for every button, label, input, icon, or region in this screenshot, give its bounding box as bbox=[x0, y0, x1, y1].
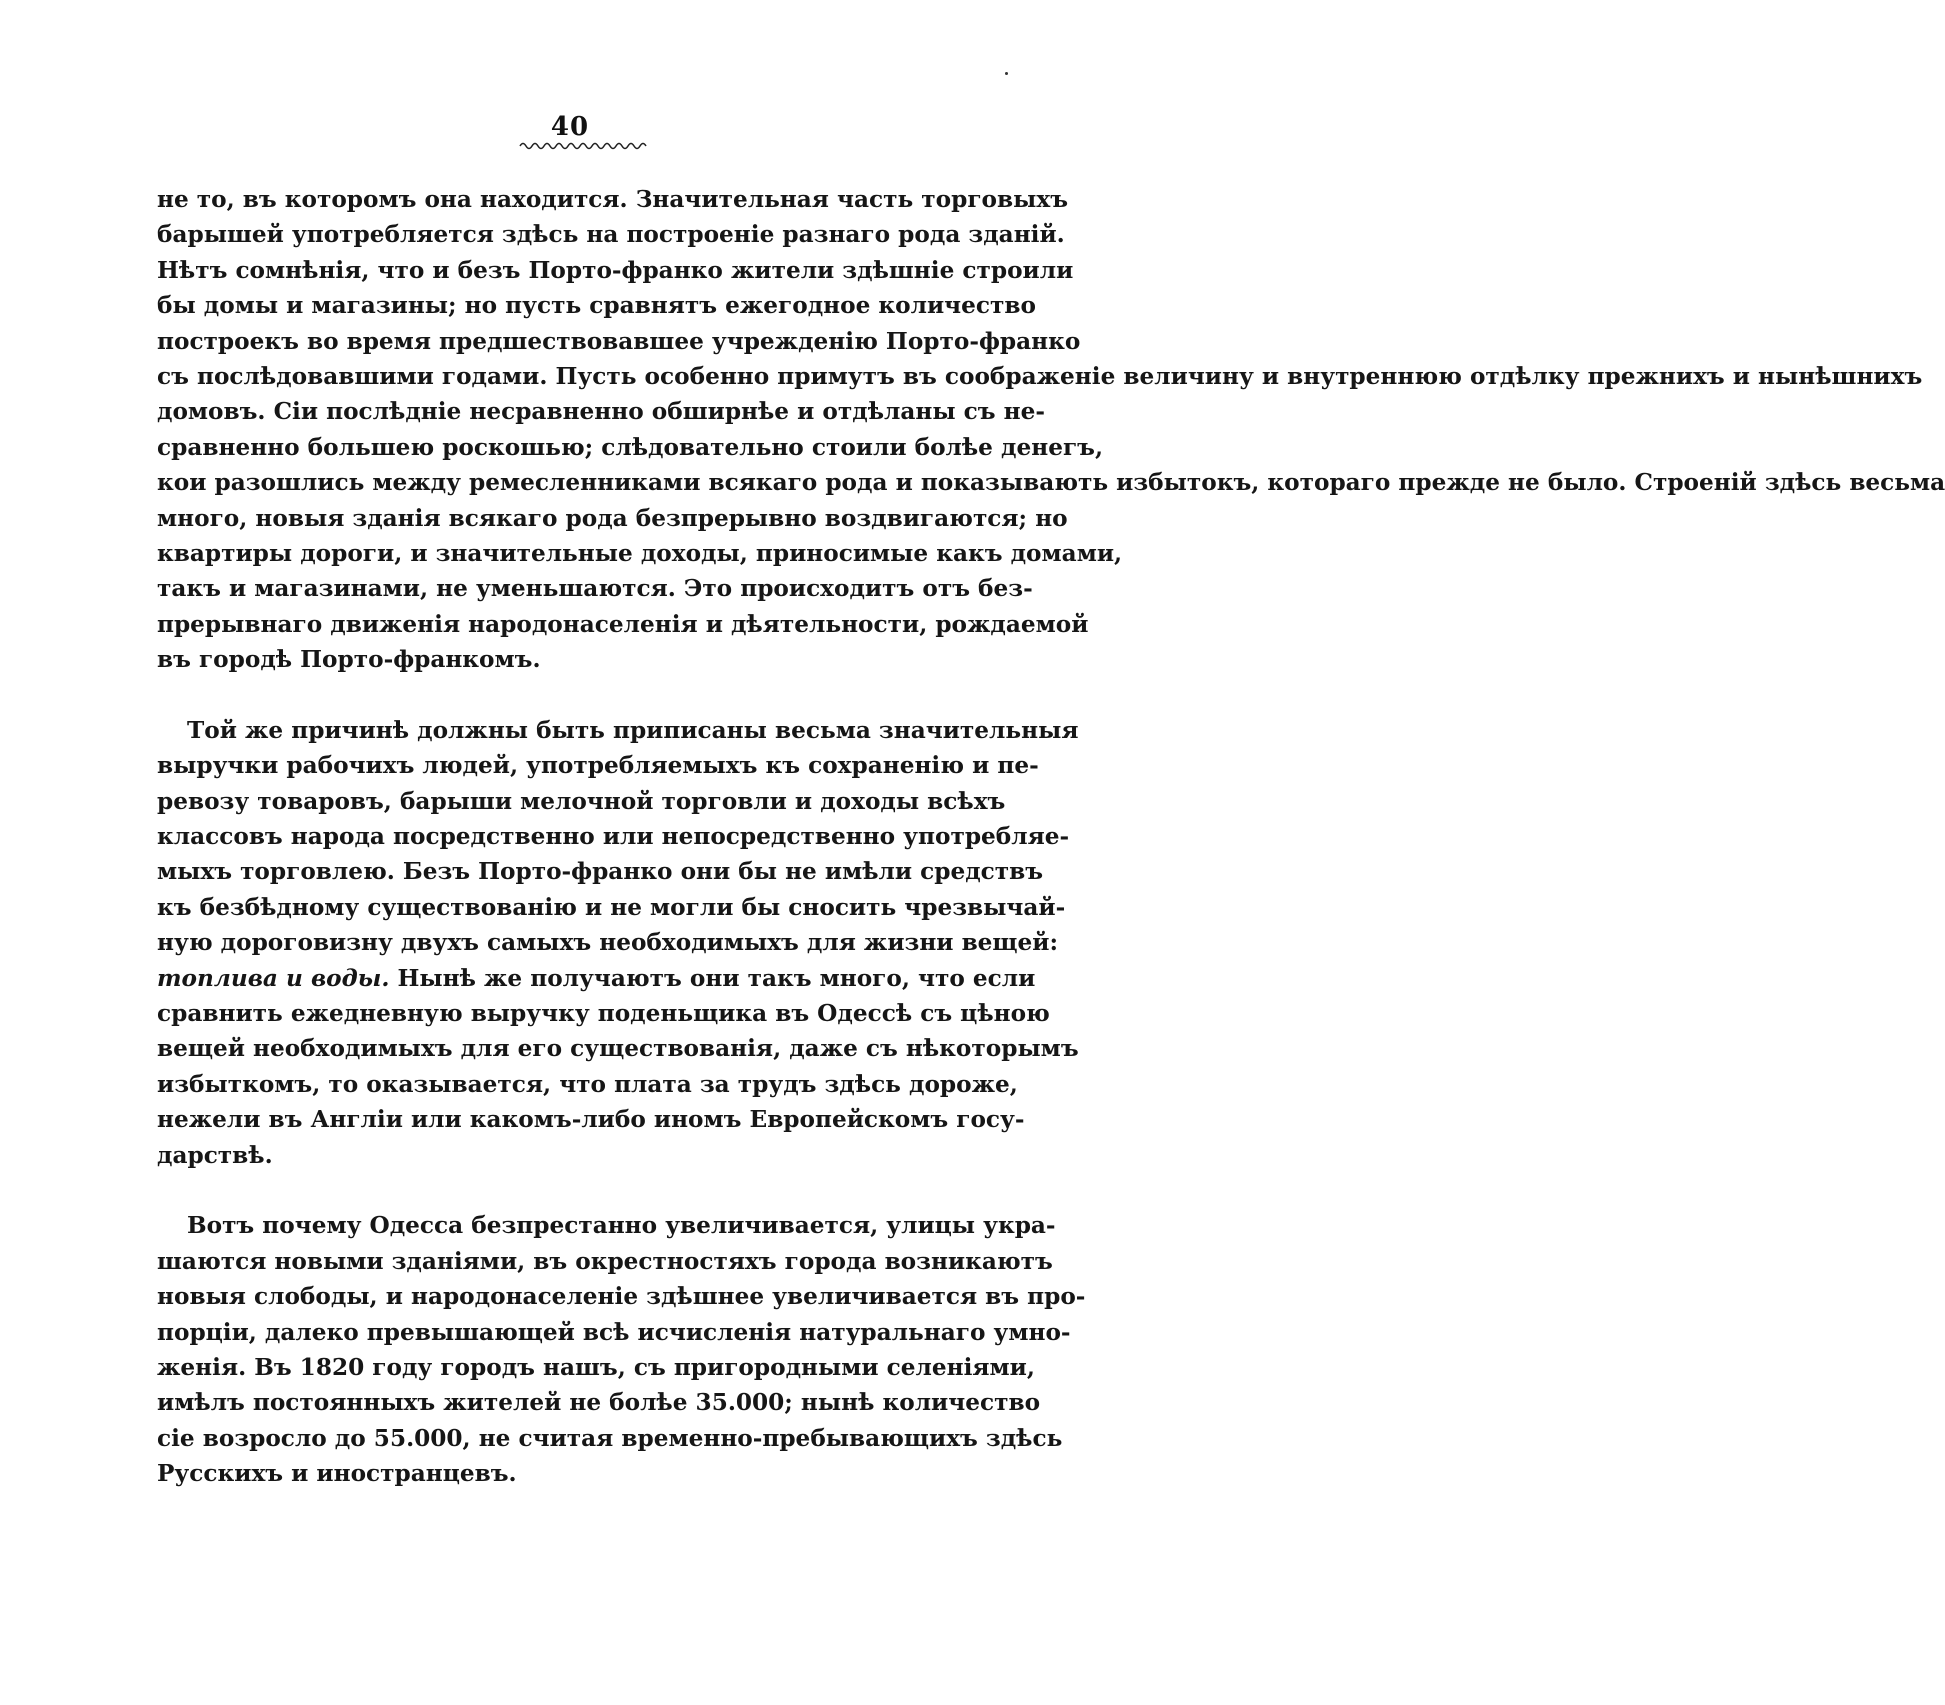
text-line: дарствѣ. bbox=[157, 1141, 273, 1169]
text-line: построекъ во время предшествовавшее учрежденію Порто-франко bbox=[157, 327, 1081, 355]
text-line: къ безбѣдному существованію и не могли бы сносить чрезвычай- bbox=[157, 893, 1066, 921]
text-line: квартиры дороги, и значительные доходы, приносимые какъ домами, bbox=[157, 539, 1123, 567]
paragraph-spacer bbox=[157, 677, 993, 712]
text-line: такъ и магазинами, не уменьшаются. Это происходитъ отъ без- bbox=[157, 575, 1033, 603]
text-line: Вотъ почему Одесса безпрестанно увеличивается, улицы укра- bbox=[187, 1212, 1056, 1240]
text-line: шаются новыми зданіями, въ окрестностяхъ города возникаютъ bbox=[157, 1247, 1053, 1275]
text-line: классовъ народа посредственно или непосредственно употребляе- bbox=[157, 823, 1070, 851]
text-line: въ городѣ Порто-франкомъ. bbox=[157, 646, 541, 674]
text-line: Той же причинѣ должны быть приписаны весьма значительныя bbox=[187, 716, 1079, 744]
text-line: новыя слободы, и народонаселеніе здѣшнее увеличивается въ про- bbox=[157, 1283, 1086, 1311]
margin-speck bbox=[1005, 72, 1008, 75]
page-header bbox=[0, 112, 1140, 142]
text-line: барышей употребляется здѣсь на построеніе разнаго рода зданій. bbox=[157, 221, 1065, 249]
text-line: вещей необходимыхъ для его существованія, даже съ нѣкоторымъ bbox=[157, 1035, 1079, 1063]
text-line: сравненно большею роскошью; слѣдовательно стоили болѣе денегъ, bbox=[157, 433, 1104, 461]
text-line: выручки рабочихъ людей, употребляемыхъ къ сохраненію и пе- bbox=[157, 752, 1039, 780]
paragraph-2 bbox=[157, 713, 1079, 1173]
text-line: порціи, далеко превышающей всѣ исчисленія натуральнаго умно- bbox=[157, 1318, 1071, 1346]
text-line: женія. Въ 1820 году городъ нашъ, съ пригородными селеніями, bbox=[157, 1353, 1035, 1381]
text-line: кои разошлись между ремесленниками всякаго рода и показывають избытокъ, котораго прежде не было. Строеній здѣсь весьма bbox=[157, 469, 1945, 497]
text-line: имѣлъ постоянныхъ жителей не болѣе 35.000; нынѣ количество bbox=[157, 1389, 1041, 1417]
text-line: домовъ. Сіи послѣдніе несравненно обширнѣе и отдѣланы съ не- bbox=[157, 398, 1045, 426]
text-line-with-italic: топлива и воды. Нынѣ же получаютъ они такъ много, что если bbox=[157, 964, 1036, 992]
text-line: мыхъ торговлею. Безъ Порто-франко они бы не имѣли средствъ bbox=[157, 858, 1044, 886]
paragraph-1 bbox=[157, 182, 1945, 677]
wavy-rule-ornament bbox=[520, 140, 646, 152]
main-text bbox=[157, 182, 1945, 1491]
text-line: много, новыя зданія всякаго рода безпрерывно воздвигаются; но bbox=[157, 504, 1068, 532]
paragraph-spacer bbox=[157, 1173, 993, 1208]
text-line: бы домы и магазины; но пусть сравнятъ ежегодное количество bbox=[157, 292, 1036, 320]
text-line: съ послѣдовавшими годами. Пусть особенно примутъ въ соображеніе величину и внутреннюю отдѣлку прежнихъ и нынѣшнихъ bbox=[157, 362, 1923, 390]
page-number: 40 bbox=[550, 112, 590, 142]
text-line: не то, въ которомъ она находится. Значительная часть торговыхъ bbox=[157, 186, 1068, 213]
text-line: сіе возросло до 55.000, не считая временно-пребывающихъ здѣсь bbox=[157, 1424, 1063, 1452]
text-line: избыткомъ, то оказывается, что плата за трудъ здѣсь дороже, bbox=[157, 1070, 1018, 1098]
text-line: Нѣтъ сомнѣнія, что и безъ Порто-франко жители здѣшніе строили bbox=[157, 256, 1074, 284]
text-line: ревозу товаровъ, барыши мелочной торговли и доходы всѣхъ bbox=[157, 787, 1006, 815]
text-line: сравнить ежедневную выручку поденьщика въ Одессѣ съ цѣною bbox=[157, 999, 1050, 1027]
text-line: прерывнаго движенія народонаселенія и дѣятельности, рождаемой bbox=[157, 610, 1089, 638]
paragraph-3 bbox=[157, 1208, 1086, 1491]
text-line: Русскихъ и иностранцевъ. bbox=[157, 1460, 517, 1488]
text-line: нежели въ Англіи или какомъ-либо иномъ Европейскомъ госу- bbox=[157, 1106, 1025, 1134]
text-line: ную дороговизну двухъ самыхъ необходимыхъ для жизни вещей: bbox=[157, 929, 1059, 957]
italic-phrase: топлива и воды. bbox=[157, 964, 390, 992]
